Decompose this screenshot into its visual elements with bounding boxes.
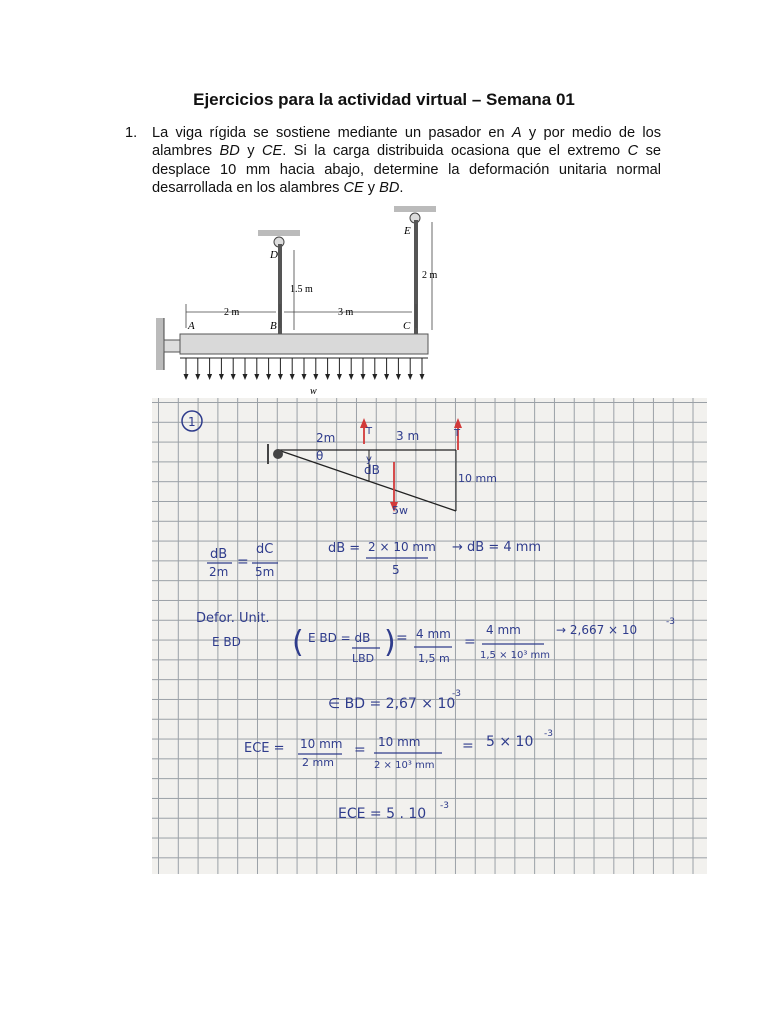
load-arrow-head — [337, 374, 342, 380]
ebd-final-exp: -3 — [452, 689, 461, 699]
load-arrow-head — [325, 374, 330, 380]
statement-line-3: desplace 10 mm hacia abajo, determine la deformación unitaria normal — [152, 161, 661, 178]
load-arrow-head — [290, 374, 295, 380]
sketch-3m: 3 m — [396, 429, 420, 443]
ratio-lhs-den: 2m — [209, 565, 229, 579]
load-arrow-head — [384, 374, 389, 380]
load-arrow-head — [313, 374, 318, 380]
ebd-eq1: = — [396, 630, 408, 646]
statement-line-1: La viga rígida se sostiene mediante un pasador en A y por medio de los — [152, 125, 661, 141]
problem-statement — [152, 124, 661, 197]
load-arrow-head — [219, 374, 224, 380]
problem-number: 1. — [125, 125, 138, 141]
ece-eq1: = — [354, 742, 366, 758]
ece-den: 2 mm — [302, 756, 334, 769]
ebd-result-exp: -3 — [666, 617, 675, 627]
page-title: Ejercicios para la actividad virtual – Semana 01 — [193, 90, 575, 109]
sketch-2m: 2m — [316, 431, 336, 445]
statement-line-4: desarrollada en los alambres CE y BD. — [152, 179, 404, 196]
handwritten-solution — [152, 398, 707, 874]
ece-label: ECE = — [244, 741, 285, 756]
sketch-db: dB — [364, 463, 380, 477]
load-arrow-head — [408, 374, 413, 380]
load-arrow-head — [231, 374, 236, 380]
dim-ab: 2 m — [224, 307, 240, 318]
load-arrow-head — [207, 374, 212, 380]
load-arrow-head — [243, 374, 248, 380]
label-c: C — [403, 320, 411, 332]
label-b: B — [270, 320, 277, 332]
ebd-r-den: 1,5 × 10³ mm — [480, 650, 551, 661]
ebd-expr: E BD = dB — [308, 631, 371, 645]
label-d: D — [270, 249, 278, 261]
ece-final: ECE = 5 . 10 — [338, 806, 427, 822]
db-lhs: dB = — [328, 541, 361, 556]
load-arrow-head — [302, 374, 307, 380]
load-arrow-head — [396, 374, 401, 380]
load-arrow-head — [184, 374, 189, 380]
sketch-y: y — [366, 454, 372, 465]
dim-ce: 2 m — [422, 270, 438, 281]
load-arrow-head — [420, 374, 425, 380]
dim-bd: 1.5 m — [290, 284, 313, 295]
problem-1 — [125, 124, 661, 197]
solution-svg — [152, 398, 707, 874]
load-arrow-head — [195, 374, 200, 380]
ebd-paren-close: ) — [384, 625, 396, 660]
load-label: w — [310, 386, 317, 397]
ebd-paren-open: ( — [292, 625, 304, 660]
sketch-5w: 5w — [392, 504, 408, 517]
ebd-r-num: 4 mm — [486, 623, 521, 637]
load-arrow-head — [349, 374, 354, 380]
ebd-result: → 2,667 × 10 — [556, 623, 638, 637]
ece-final-exp: -3 — [440, 801, 449, 811]
db-result: → dB = 4 mm — [452, 540, 542, 555]
ratio-rhs-den: 5m — [255, 565, 275, 579]
load-arrow-head — [361, 374, 366, 380]
ece-result-exp: -3 — [544, 729, 553, 739]
ebd-eq2: = — [464, 634, 476, 650]
beam-diagram-svg — [150, 200, 440, 400]
db-num: 2 × 10 mm — [368, 540, 436, 554]
statement-line-2: alambres BD y CE. Si la carga distribuida ocasiona que el extremo C se — [152, 143, 662, 160]
ebd-final: ∈ BD = 2,67 × 10 — [328, 696, 456, 712]
load-arrows — [184, 358, 425, 380]
sketch-t2: T — [454, 428, 461, 439]
ratio-eq: = — [237, 554, 249, 570]
defor-label: Defor. Unit. — [196, 611, 270, 626]
ratio-rhs-num: dC — [256, 542, 274, 557]
label-a: A — [188, 320, 195, 332]
ece-eq2: = — [462, 738, 474, 754]
ebd-mid-den: 1,5 m — [418, 652, 450, 665]
rigid-beam — [180, 334, 428, 354]
ebd-mid-num: 4 mm — [416, 627, 451, 641]
sketch-10mm: 10 mm — [458, 472, 497, 485]
load-arrow-head — [254, 374, 259, 380]
ece-mid-num: 10 mm — [378, 735, 421, 749]
load-arrow-head — [278, 374, 283, 380]
sketch-t1: T — [366, 426, 373, 437]
ratio-lhs-num: dB — [210, 547, 228, 562]
circle-number: 1 — [188, 415, 196, 429]
sketch-theta: θ — [316, 449, 324, 463]
label-e: E — [404, 225, 411, 237]
beam-diagram — [150, 200, 440, 400]
ece-result: 5 × 10 — [486, 734, 534, 750]
ece-mid-den: 2 × 10³ mm — [374, 760, 435, 771]
load-arrow-head — [372, 374, 377, 380]
ceiling-d — [258, 230, 300, 236]
dimension-lines — [186, 222, 432, 330]
ece-num: 10 mm — [300, 737, 343, 751]
load-arrow-head — [266, 374, 271, 380]
dim-bc: 3 m — [338, 307, 354, 318]
db-den: 5 — [392, 563, 400, 577]
ebd-label: E BD — [212, 635, 241, 649]
ebd-den: LBD — [352, 652, 375, 665]
ceiling-e — [394, 206, 436, 212]
